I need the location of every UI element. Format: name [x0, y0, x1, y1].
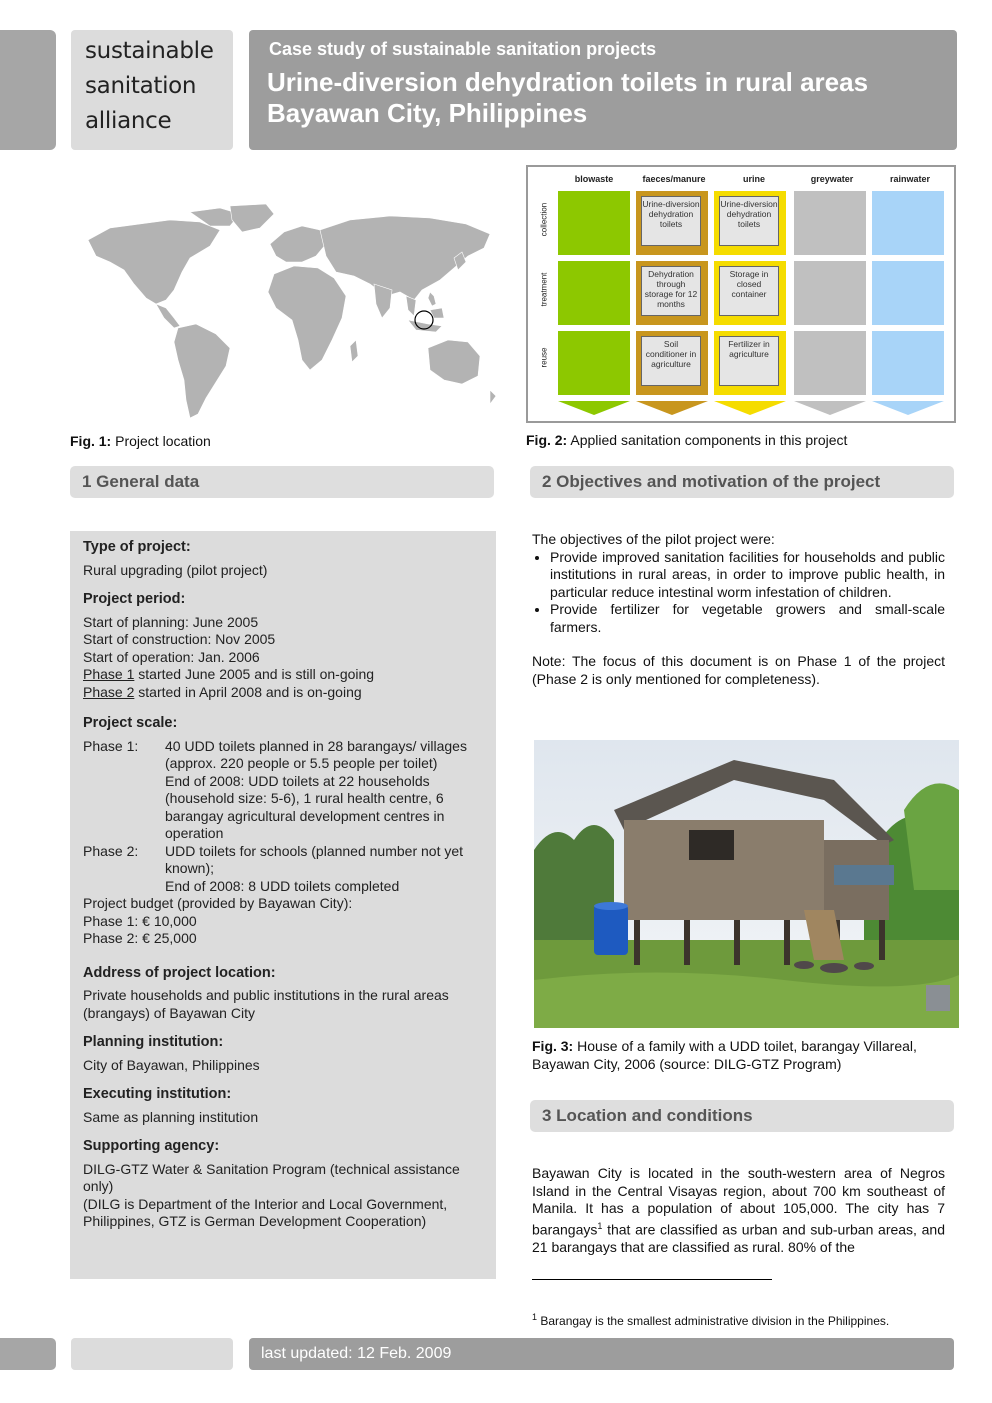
cell-greywater-treatment [794, 261, 866, 325]
document-title-line2: Bayawan City, Philippines [267, 98, 588, 128]
field-value: Phase 1: € 10,000 [83, 912, 197, 929]
phase2-link[interactable]: Phase 2 [83, 683, 135, 700]
field-heading: Planning institution: [83, 1034, 224, 1050]
field-value: Project budget (provided by Bayawan City): [83, 895, 353, 911]
cell-text: Storage in closed container [719, 266, 779, 316]
cell-text: Urine-diversion dehydration toilets [719, 196, 779, 246]
column-header: rainwater [889, 174, 931, 184]
cell-urine-collection [714, 191, 786, 255]
field-value: Start of construction: Nov 2005 [83, 631, 276, 647]
fig1-caption [70, 433, 211, 449]
cell-faeces-collection [636, 191, 708, 255]
objectives-list [532, 549, 945, 637]
cell-blowaste-reuse [558, 331, 630, 395]
list-item: • Provide improved sanitation facilities for households and public institutions in rural areas, in order to improve public health, in particular reduce intestinal worm infestation of children. [550, 549, 945, 602]
row-header: reuse [539, 347, 549, 368]
cell-rainwater-treatment [872, 261, 944, 325]
cell-text: Urine-diversion dehydration toilets [641, 196, 701, 246]
field-value: Phase 2: € 25,000 [83, 930, 197, 946]
arrow-icon [558, 401, 630, 415]
fig1-label: Fig. 1: [70, 433, 112, 449]
arrow-icon [636, 401, 708, 415]
footer-left-block [0, 1338, 56, 1370]
field-heading: Project scale: [83, 715, 178, 731]
column-header: blowaste [574, 174, 614, 184]
cell-greywater-reuse [794, 331, 866, 395]
field-value: Rural upgrading (pilot project) [83, 561, 268, 578]
document-subtitle: Case study of sustainable sanitation projects [269, 39, 657, 59]
phase1-link[interactable]: Phase 1 [83, 666, 135, 682]
fig3-label: Fig. 3: [532, 1038, 574, 1054]
cell-faeces-reuse [636, 331, 708, 395]
arrow-icon [714, 401, 786, 415]
logo-line: sanitation [85, 73, 197, 99]
world-map [70, 200, 498, 426]
logo-line: alliance [85, 108, 172, 134]
field-heading: Supporting agency: [83, 1138, 220, 1154]
header-left-block [0, 30, 56, 150]
project-period-block [83, 614, 482, 702]
cell-urine-reuse [714, 331, 786, 395]
phase-text: UDD toilets for schools (planned number not yet known); [165, 842, 464, 876]
field-value: City of Bayawan, Philippines [83, 1056, 260, 1073]
fig1-caption-text: Project location [115, 433, 211, 449]
cell-rainwater-reuse [872, 331, 944, 395]
row-header: treatment [539, 272, 549, 307]
field-value: started in April 2008 and is on-going [134, 683, 362, 700]
cell-text: Dehydration through storage for 12 months [641, 266, 701, 316]
cell-text: Fertilizer in agriculture [719, 336, 779, 386]
footer-updated: last updated: 12 Feb. 2009 [249, 1338, 954, 1370]
supporting-agency-block [83, 1161, 482, 1231]
field-value: Private households and public institutions in the rural areas (brangays) of Bayawan City [83, 987, 449, 1021]
footnote [532, 1312, 889, 1328]
field-value: Same as planning institution [83, 1108, 259, 1125]
objectives-text [532, 531, 945, 688]
field-value: Start of planning: June 2005 [83, 613, 259, 630]
header-title-block [249, 30, 957, 150]
cell-rainwater-collection [872, 191, 944, 255]
phase-text: End of 2008: 8 UDD toilets completed [165, 877, 400, 894]
section-heading-location: 3 Location and conditions [530, 1100, 954, 1132]
cell-urine-treatment [714, 261, 786, 325]
footnote-number: 1 [532, 1312, 538, 1322]
objectives-note: Note: The focus of this document is on Phase 1 of the project (Phase 2 is only mentioned for completeness). [532, 653, 945, 687]
house-photo [534, 740, 959, 1028]
field-heading: Type of project: [83, 539, 191, 555]
logo-line: sustainable [85, 38, 214, 64]
list-item: • Provide fertilizer for vegetable growers and small-scale farmers. [550, 601, 945, 636]
column-header: urine [742, 174, 765, 184]
column-header: greywater [810, 174, 854, 184]
fig2-caption [526, 432, 847, 448]
cell-blowaste-treatment [558, 261, 630, 325]
sanitation-diagram [526, 165, 956, 423]
field-value: started June 2005 and is still on-going [134, 666, 375, 682]
phase-label: Phase 2: [83, 842, 139, 859]
logo [71, 30, 233, 150]
objectives-intro: The objectives of the pilot project were: [532, 531, 775, 547]
field-heading: Address of project location: [83, 964, 276, 981]
phase-value [165, 738, 482, 843]
field-value: Start of operation: Jan. 2006 [83, 648, 260, 665]
field-value: (DILG is Department of the Interior and Local Government, Philippines, GTZ is German Development Cooperation) [83, 1195, 448, 1229]
fig2-label: Fig. 2: [526, 432, 568, 448]
footer-mid-block [71, 1338, 233, 1370]
cell-greywater-collection [794, 191, 866, 255]
footnote-ref[interactable]: 1 [597, 1220, 603, 1231]
field-value: DILG-GTZ Water & Sanitation Program (technical assistance only) [83, 1160, 460, 1194]
phase-text: End of 2008: UDD toilets at 22 households (household size: 5-6), 1 rural health centre, 6 barangay agricultural development centres in operation [165, 772, 445, 841]
phase-value [165, 843, 482, 896]
footnote-text: Barangay is the smallest administrative division in the Philippines. [540, 1314, 890, 1328]
document-title-line1: Urine-diversion dehydration toilets in rural areas [267, 67, 869, 97]
footnote-divider [532, 1279, 772, 1280]
field-heading: Executing institution: [83, 1086, 232, 1102]
location-text [532, 1165, 945, 1256]
section-heading-general-data: 1 General data [70, 466, 494, 498]
fig2-caption-text: Applied sanitation components in this project [570, 432, 848, 448]
fig3-caption [532, 1037, 952, 1073]
arrow-icon [872, 401, 944, 415]
location-text-b: that are classified as urban and sub-urban areas, and 21 barangays that are classified as rural. 80% of the [532, 1221, 945, 1255]
project-scale-table [83, 738, 482, 896]
cell-blowaste-collection [558, 191, 630, 255]
section-heading-objectives: 2 Objectives and motivation of the project [530, 466, 954, 498]
fig3-caption-text: House of a family with a UDD toilet, barangay Villareal, Bayawan City, 2006 (source: DILG-GTZ Program) [532, 1038, 917, 1072]
column-header: faeces/manure [642, 174, 706, 184]
general-data-panel [70, 531, 496, 1279]
field-heading: Project period: [83, 591, 186, 607]
arrow-icon [794, 401, 866, 415]
row-header: collection [539, 202, 549, 237]
budget-block [83, 895, 482, 948]
location-text-a: Bayawan City is located in the south-western area of Negros Island in the Central Visayas region, about 700 km southeast of Manila. It has a population of about 105,000. The city has 7 barangays [532, 1165, 945, 1238]
cell-faeces-treatment [636, 261, 708, 325]
phase-text: 40 UDD toilets planned in 28 barangays/ villages (approx. 220 people or 5.5 people per toilet) [165, 737, 467, 771]
phase-label: Phase 1: [83, 737, 139, 754]
cell-text: Soil conditioner in agriculture [641, 336, 701, 386]
